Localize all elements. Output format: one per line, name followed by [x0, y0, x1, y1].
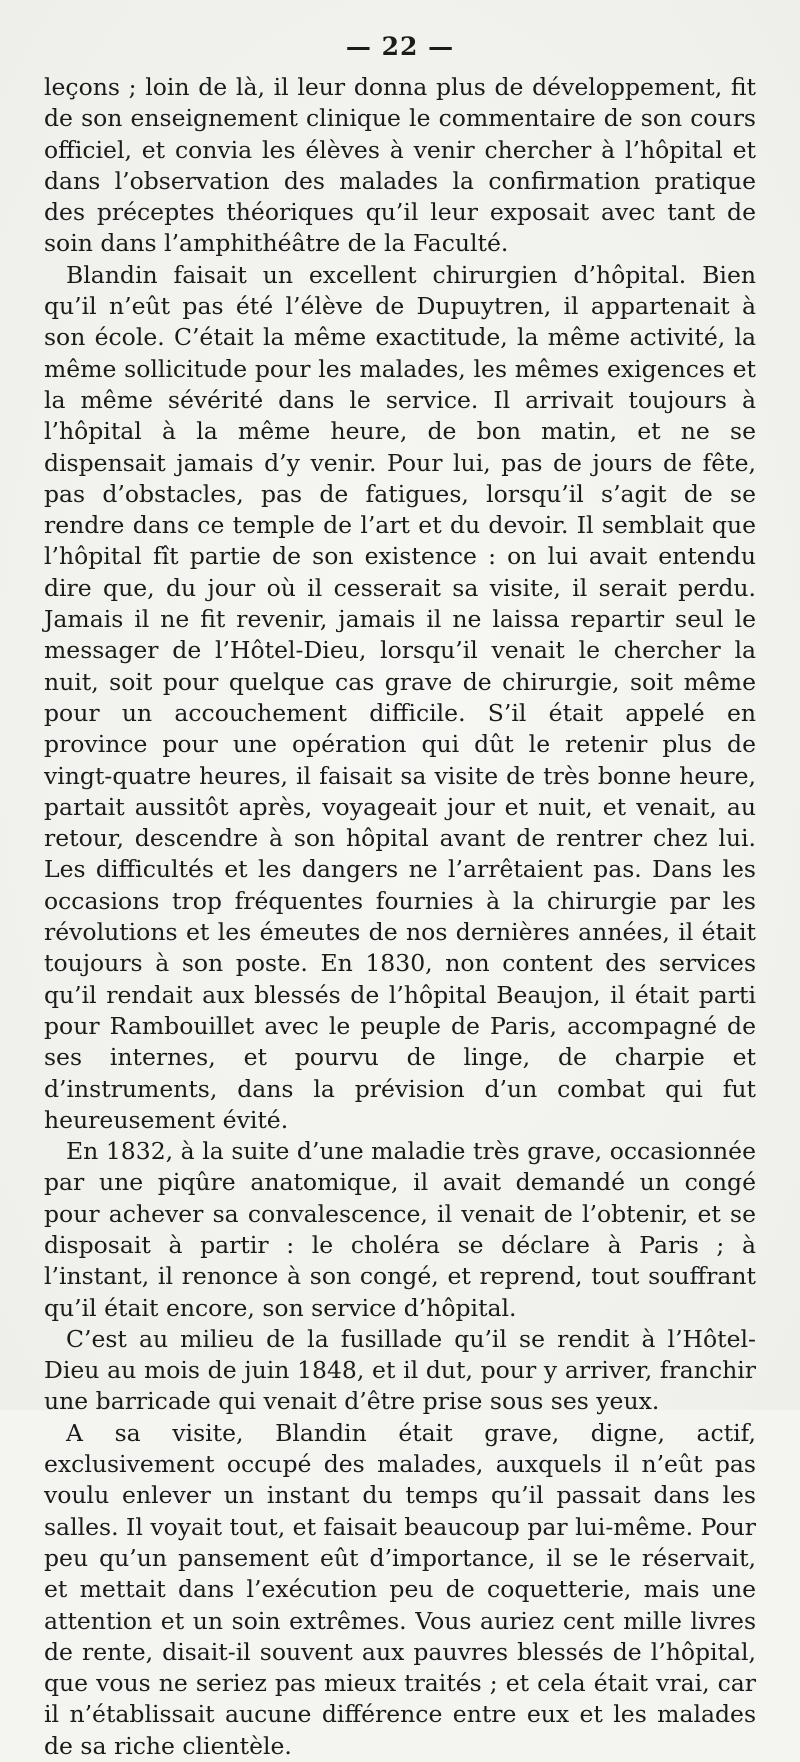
paragraph-1: leçons ; loin de là, il leur donna plus de développement, fit de son enseignement clinique le commentaire de son cours officiel, et convia les élèves à venir chercher à l’hôpital et dans l’observation des malades la confirmation pratique des préceptes théoriques qu’il leur exposait avec tant de soin dans l’amphithéâtre de la Faculté. [44, 73, 756, 258]
paragraph-4: C’est au milieu de la fusillade qu’il se rendit à l’Hôtel-Dieu au mois de juin 1848, et il dut, pour y arriver, franchir une barricade qui venait d’être prise sous ses yeux. [44, 1324, 756, 1416]
page-number: — 22 — [345, 32, 455, 61]
body-text [44, 72, 756, 1762]
paragraph-3: En 1832, à la suite d’une maladie très grave, occasionnée par une piqûre anatomique, il avait demandé un congé pour achever sa convalescence, il venait de l’obtenir, et se disposait à partir : le choléra se déclare à Paris ; à l’instant, il renonce à son congé, et reprend, tout souffrant qu’il était encore, son service d’hôpital. [44, 1137, 756, 1322]
paragraph-5: A sa visite, Blandin était grave, digne, actif, exclusivement occupé des malades, auxquels il n’eût pas voulu enlever un instant du temps qu’il passait dans les salles. Il voyait tout, et faisait beaucoup par lui-même. Pour peu qu’un pansement eût d’importance, il se le réservait, et mettait dans l’exécution peu de coquetterie, mais une attention et un soin extrêmes. Vous auriez cent mille livres de rente, disait-il souvent aux pauvres blessés de l’hôpital, que vous ne seriez pas mieux traités ; et cela était vrai, car il n’établissait aucune différence entre eux et les malades de sa riche clientèle. [44, 1418, 756, 1760]
paragraph-2: Blandin faisait un excellent chirurgien d’hôpital. Bien qu’il n’eût pas été l’élève de Dupuytren, il appartenait à son école. C’était la même exactitude, la même activité, la même sollicitude pour les malades, les mêmes exigences et la même sévérité dans le service. Il arrivait toujours à l’hôpital à la même heure, de bon matin, et ne se dispensait jamais d’y venir. Pour lui, pas de jours de fête, pas d’obstacles, pas de fatigues, lorsqu’il s’agit de se rendre dans ce temple de l’art et du devoir. Il semblait que l’hôpital fît partie de son existence : on lui avait entendu dire que, du jour où il cesserait sa visite, il serait perdu. Jamais il ne fit revenir, jamais il ne laissa repartir seul le messager de l’Hôtel-Dieu, lorsqu’il venait le chercher la nuit, soit pour quelque cas grave de chirurgie, soit même pour un accouchement difficile. S’il était appelé en province pour une opération qui dût le retenir plus de vingt-quatre heures, il faisait sa visite de très bonne heure, partait aussitôt après, voyageait jour et nuit, et venait, au retour, descendre à son hôpital avant de rentrer chez lui. Les difficultés et les dangers ne l’arrêtaient pas. Dans les occasions trop fréquentes fournies à la chirurgie par les révolutions et les émeutes de nos dernières années, il était toujours à son poste. En 1830, non content des services qu’il rendait aux blessés de l’hôpital Beaujon, il était parti pour Rambouillet avec le peuple de Paris, accompagné de ses internes, et pourvu de linge, de charpie et d’instruments, dans la prévision d’un combat qui fut heureusement évité. [44, 260, 756, 1134]
